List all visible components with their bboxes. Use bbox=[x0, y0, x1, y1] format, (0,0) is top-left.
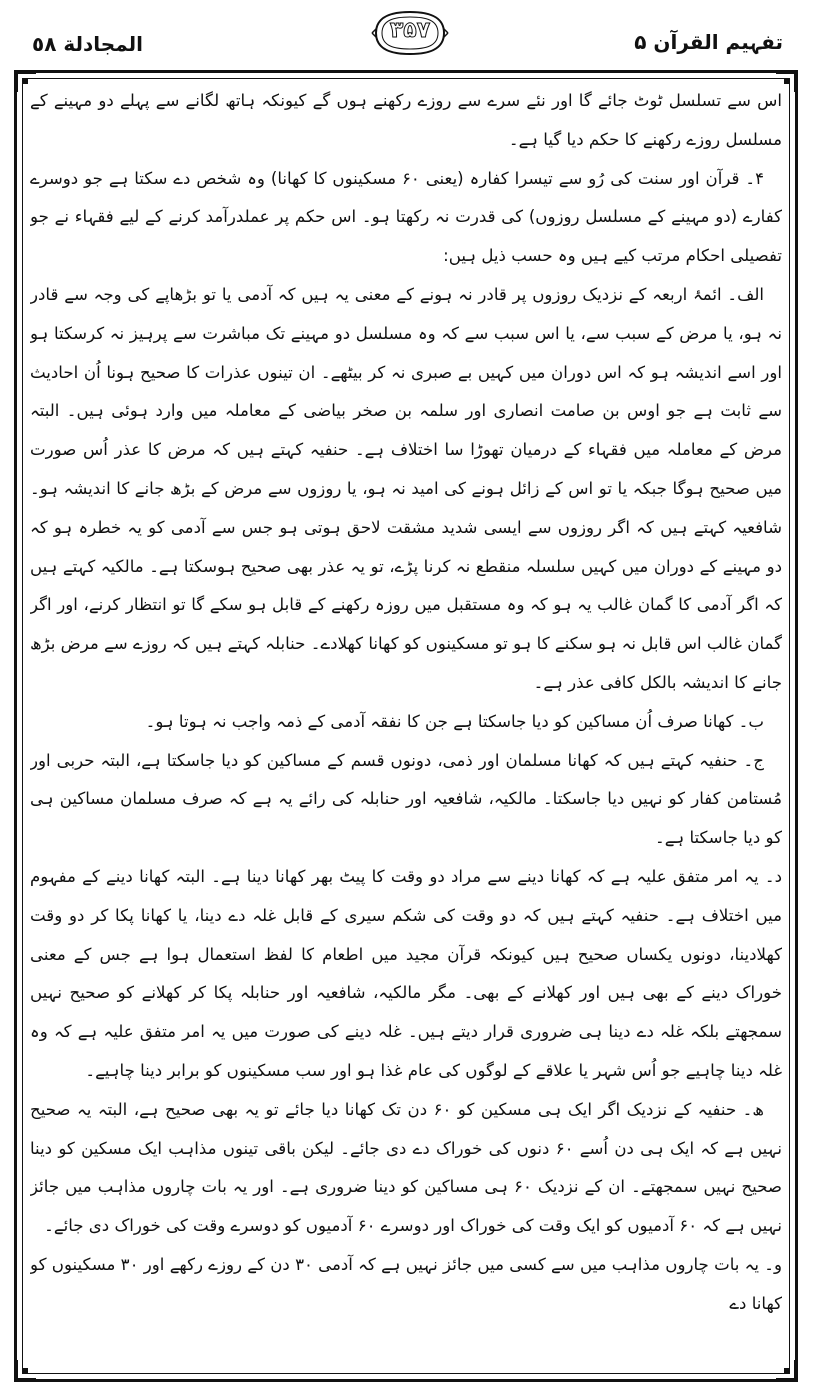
book-title: تفہیم القرآن ۵ bbox=[634, 30, 783, 54]
paragraph-be: ب۔ کھانا صرف اُن مساکین کو دیا جاسکتا ہے جن کا نفقہ آدمی کے ذمہ واجب نہ ہوتا ہو۔ bbox=[145, 711, 764, 731]
paragraph-continuation: اس سے تسلسل ٹوٹ جائے گا اور نئے سرے سے روزے رکھنے ہوں گے کیونکہ ہاتھ لگانے سے پہلے دو مہینے کے مسلسل روزے رکھنے کا حکم دیا گیا ہے۔ bbox=[30, 91, 782, 149]
paragraph-he: ھ۔ حنفیہ کے نزدیک اگر ایک ہی مسکین کو ۶۰ دن تک کھانا دیا جائے تو یہ بھی صحیح ہے، البتہ یہ صحیح نہیں ہے کہ ایک ہی دن اُسے ۶۰ دنوں کی خوراک دے دی جائے۔ لیکن باقی تینوں مذاہب ایک مسکین کو دینا صحیح نہیں سمجھتے۔ ان کے نزدیک ۶۰ ہی مساکین کو دینا ضروری ہے۔ اور یہ بات چاروں مذاہب میں جائز نہیں ہے کہ ۶۰ آدمیوں کو ایک وقت کی خوراک اور دوسرے ۶۰ آدمیوں کو دوسرے وقت کی خوراک دی جائے۔ bbox=[30, 1099, 782, 1236]
paragraph-dal: د۔ یہ امر متفق علیہ ہے کہ کھانا دینے سے مراد دو وقت کا پیٹ بھر کھانا دینا ہے۔ البتہ کھانا دینے کے مفہوم میں اختلاف ہے۔ حنفیہ کہتے ہیں کہ دو وقت کی شکم سیری کے قابل غلہ دے دینا، یا کھانا پکا کر دو وقت کھلادینا، دونوں یکساں صحیح ہیں کیونکہ قرآن مجید میں اطعام کا لفظ استعمال ہوا ہے جس کے معنی خوراک دینے کے بھی ہیں اور کھلانے کے بھی۔ مگر مالکیہ، شافعیہ اور حنابلہ پکا کر کھلانے کو صحیح نہیں سمجھتے بلکہ غلہ دے دینا ہی ضروری قرار دیتے ہیں۔ غلہ دینے کی صورت میں یہ امر متفق علیہ ہے کہ وہ غلہ دینا چاہیے جو اُس شہر یا علاقے کے لوگوں کی عام غذا ہو اور سب مسکینوں کو برابر دینا چاہیے۔ bbox=[30, 866, 782, 1080]
paragraph-rule-4: ۴۔ قرآن اور سنت کی رُو سے تیسرا کفارہ (یعنی ۶۰ مسکینوں کا کھانا) وہ شخص دے سکتا ہے جو دوسرے کفارے (دو مہینے کے مسلسل روزوں) کی قدرت نہ رکھتا ہو۔ اس حکم پر عملدرآمد کرنے کے لیے فقہاء نے جو تفصیلی احکام مرتب کیے ہیں وہ حسب ذیل ہیں: bbox=[30, 168, 782, 266]
surah-reference: المجادلة ٥٨ bbox=[32, 32, 143, 56]
paragraph-alif: الف۔ ائمۂ اربعہ کے نزدیک روزوں پر قادر نہ ہونے کے معنی یہ ہیں کہ آدمی یا تو بڑھاپے کی وجہ سے قادر نہ ہو، یا مرض کے سبب سے، یا اس سبب سے کہ وہ مسلسل دو مہینے تک مباشرت سے پرہیز نہ کرسکتا ہو اور اسے اندیشہ ہو کہ اس دوران میں کہیں بے صبری نہ کر بیٹھے۔ ان تینوں عذرات کا صحیح ہونا اُن احادیث سے ثابت ہے جو اوس بن صامت انصاری اور سلمہ بن صخر بیاضی کے معاملہ میں وارد ہوئی ہیں۔ البتہ مرض کے معاملہ میں فقہاء کے درمیان تھوڑا سا اختلاف ہے۔ حنفیہ کہتے ہیں کہ مرض کا عذر اُس صورت میں صحیح ہوگا جبکہ یا تو اس کے زائل ہونے کی امید نہ ہو، یا روزوں سے مرض کے بڑھ جانے کا اندیشہ ہو۔ شافعیہ کہتے ہیں کہ اگر روزوں سے ایسی شدید مشقت لاحق ہوتی ہو جس سے آدمی کو یہ خطرہ ہو کہ دو مہینے کے دوران میں کہیں سلسلہ منقطع نہ کرنا پڑے، تو یہ عذر بھی صحیح ہوسکتا ہے۔ مالکیہ کہتے ہیں کہ اگر آدمی کا گمان غالب یہ ہو کہ وہ مستقبل میں روزہ رکھنے کے قابل ہو سکے گا تو انتظار کرنے، اور اگر گمان غالب اس قابل نہ ہو سکنے کا ہو تو مسکینوں کو کھانا کھلادے۔ حنابلہ کہتے ہیں کہ روزے سے مرض بڑھ جانے کا اندیشہ بالکل کافی عذر ہے۔ bbox=[30, 284, 782, 692]
page-number-ornament bbox=[370, 6, 450, 60]
page-number: ۳۵۷ bbox=[389, 18, 431, 43]
paragraph-jeem: ج۔ حنفیہ کہتے ہیں کہ کھانا مسلمان اور ذمی، دونوں قسم کے مساکین کو دیا جاسکتا ہے، البتہ حربی اور مُستامن کفار کو نہیں دیا جاسکتا۔ مالکیہ، شافعیہ اور حنابلہ کی رائے یہ ہے کہ صرف مسلمان مساکین ہی کو دیا جاسکتا ہے۔ bbox=[30, 750, 782, 848]
page-body bbox=[30, 82, 782, 1372]
paragraph-wao: و۔ یہ بات چاروں مذاہب میں سے کسی میں جائز نہیں ہے کہ آدمی ۳۰ دن کے روزے رکھے اور ۳۰ مسکینوں کو کھانا دے bbox=[30, 1254, 782, 1313]
page-header bbox=[0, 0, 813, 70]
